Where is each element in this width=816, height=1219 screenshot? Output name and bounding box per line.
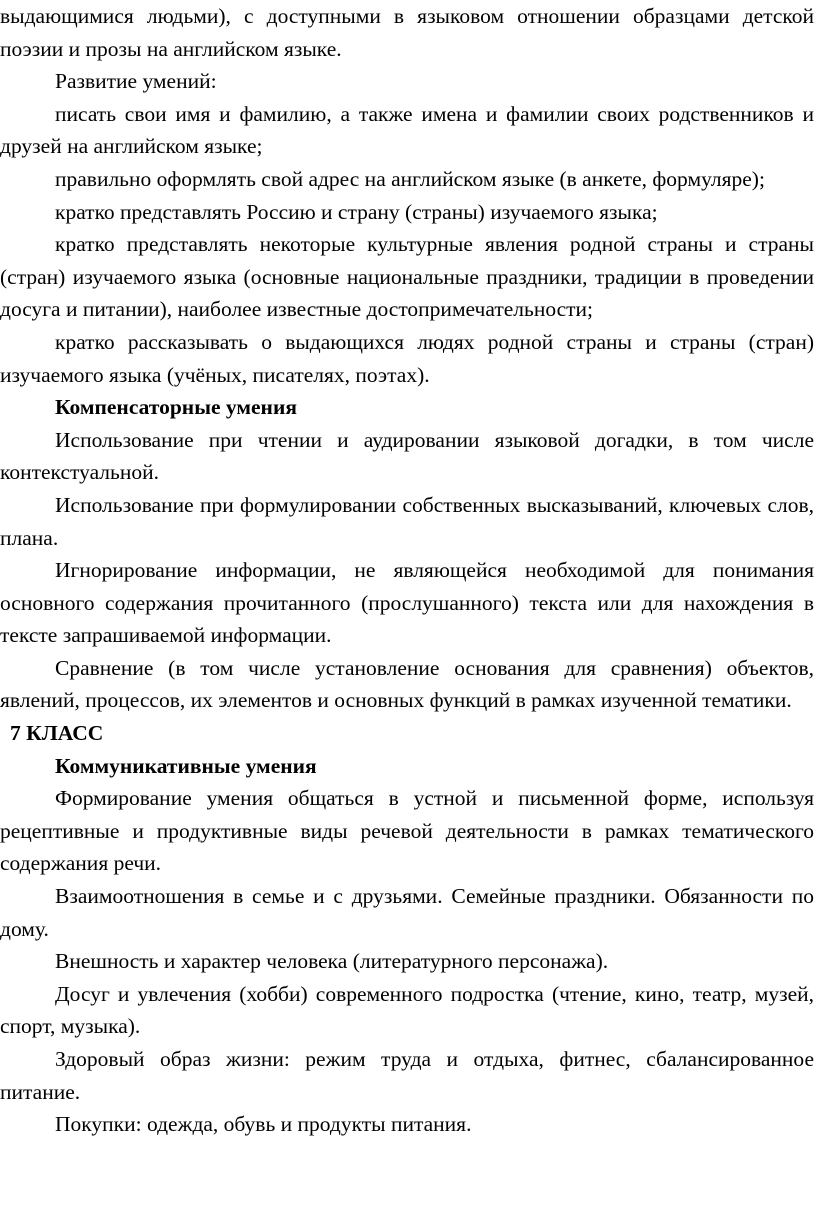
paragraph: Внешность и характер человека (литературного персонажа). xyxy=(55,949,609,974)
paragraph-continuation: выдающимися людьми), с доступными в языковом отношении образцами детской поэзии и прозы на английском языке. xyxy=(0,4,814,61)
paragraph: Использование при чтении и аудировании языковой догадки, в том числе контекстуальной. xyxy=(0,427,814,485)
paragraph: Игнорирование информации, не являющейся необходимой для понимания основного содержания прочитанного (прослушанного) текста или для нахождения в тексте запрашиваемой информации. xyxy=(0,558,814,648)
paragraph: писать свои имя и фамилию, а также имена и фамилии своих родственников и друзей на английском языке; xyxy=(0,101,814,159)
paragraph: Досуг и увлечения (хобби) современного подростка (чтение, кино, театр, музей, спорт, музыка). xyxy=(0,981,814,1039)
grade-heading: 7 КЛАСС xyxy=(10,721,104,746)
paragraph: кратко представлять Россию и страну (страны) изучаемого языка; xyxy=(55,199,658,224)
paragraph-skills-intro: Развитие умений: xyxy=(55,69,217,94)
paragraph: Использование при формулировании собственных высказываний, ключевых слов, плана. xyxy=(0,492,814,550)
paragraph: Взаимоотношения в семье и с друзьями. Семейные праздники. Обязанности по дому. xyxy=(0,884,814,941)
paragraph: кратко рассказывать о выдающихся людях родной страны и страны (стран) изучаемого языка (учёных, писателях, поэтах). xyxy=(0,329,814,387)
paragraph: Здоровый образ жизни: режим труда и отдыха, фитнес, сбалансированное питание. xyxy=(0,1047,814,1104)
section-heading-communicative-skills: Коммуникативные умения xyxy=(55,753,317,778)
paragraph: правильно оформлять свой адрес на английском языке (в анкете, формуляре); xyxy=(55,166,765,191)
paragraph: Формирование умения общаться в устной и письменной форме, используя рецептивные и продуктивные виды речевой деятельности в рамках тематического содержания речи. xyxy=(0,786,814,876)
section-heading-compensatory-skills: Компенсаторные умения xyxy=(55,395,297,420)
paragraph: кратко представлять некоторые культурные явления родной страны и страны (стран) изучаемого языка (основные национальные праздники, традиции в проведении досуга и питании), наиболее известные достопримечательности; xyxy=(0,232,814,322)
paragraph: Покупки: одежда, обувь и продукты питания. xyxy=(55,1112,472,1137)
paragraph: Сравнение (в том числе установление основания для сравнения) объектов, явлений, процессов, их элементов и основных функций в рамках изученной тематики. xyxy=(0,655,814,713)
